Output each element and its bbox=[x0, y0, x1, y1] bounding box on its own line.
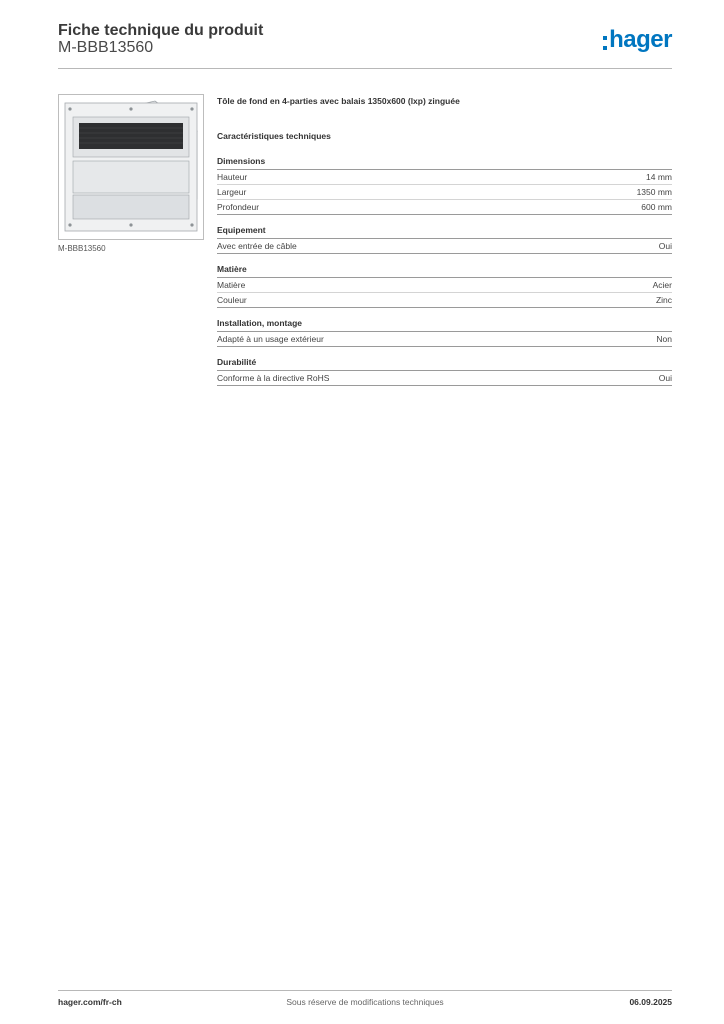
logo-text: hager bbox=[609, 26, 672, 53]
section-title: Equipement bbox=[217, 225, 672, 239]
spec-label: Largeur bbox=[217, 187, 247, 197]
logo-mark-icon bbox=[603, 36, 607, 50]
spec-value: Zinc bbox=[655, 295, 672, 305]
section-title: Matière bbox=[217, 264, 672, 278]
footer-notice: Sous réserve de modifications techniques bbox=[286, 997, 444, 1007]
spec-label: Hauteur bbox=[217, 172, 248, 182]
spec-row bbox=[217, 332, 672, 347]
page-footer bbox=[58, 997, 672, 1009]
spec-row bbox=[217, 371, 672, 386]
section-durability bbox=[217, 357, 672, 386]
footer-date: 06.09.2025 bbox=[629, 997, 672, 1007]
spec-row bbox=[217, 278, 672, 293]
page-header bbox=[58, 20, 672, 68]
section-dimensions bbox=[217, 156, 672, 215]
spec-label: Adapté à un usage extérieur bbox=[217, 334, 324, 344]
spec-label: Couleur bbox=[217, 295, 247, 305]
product-image bbox=[58, 94, 204, 240]
technical-characteristics-heading: Caractéristiques techniques bbox=[217, 131, 331, 141]
section-title: Installation, montage bbox=[217, 318, 672, 332]
spec-label: Avec entrée de câble bbox=[217, 241, 297, 251]
section-title: Durabilité bbox=[217, 357, 672, 371]
base-plate-illustration bbox=[59, 95, 203, 239]
section-installation bbox=[217, 318, 672, 347]
spec-value: Non bbox=[656, 334, 672, 344]
spec-value: Acier bbox=[652, 280, 672, 290]
spec-value: 1350 mm bbox=[636, 187, 672, 197]
product-details bbox=[217, 96, 672, 386]
spec-label: Matière bbox=[217, 280, 246, 290]
product-reference: M-BBB13560 bbox=[58, 39, 154, 56]
spec-row bbox=[217, 200, 672, 215]
header-divider bbox=[58, 68, 672, 69]
section-equipment bbox=[217, 225, 672, 254]
spec-row bbox=[217, 170, 672, 185]
section-material bbox=[217, 264, 672, 308]
spec-value: 600 mm bbox=[641, 202, 672, 212]
image-caption: M-BBB13560 bbox=[58, 244, 106, 253]
spec-label: Profondeur bbox=[217, 202, 260, 212]
spec-row bbox=[217, 185, 672, 200]
footer-divider bbox=[58, 990, 672, 991]
document-title: Fiche technique du produit bbox=[58, 22, 264, 39]
spec-label: Conforme à la directive RoHS bbox=[217, 373, 330, 383]
spec-value: Oui bbox=[658, 241, 672, 251]
section-title: Dimensions bbox=[217, 156, 672, 170]
spec-value: Oui bbox=[658, 373, 672, 383]
spec-value: 14 mm bbox=[646, 172, 672, 182]
hager-logo bbox=[603, 26, 672, 54]
spec-row bbox=[217, 293, 672, 308]
product-description: Tôle de fond en 4-parties avec balais 1350x600 (lxp) zinguée bbox=[217, 96, 460, 106]
spec-row bbox=[217, 239, 672, 254]
footer-website-link[interactable]: hager.com/fr-ch bbox=[58, 997, 122, 1007]
